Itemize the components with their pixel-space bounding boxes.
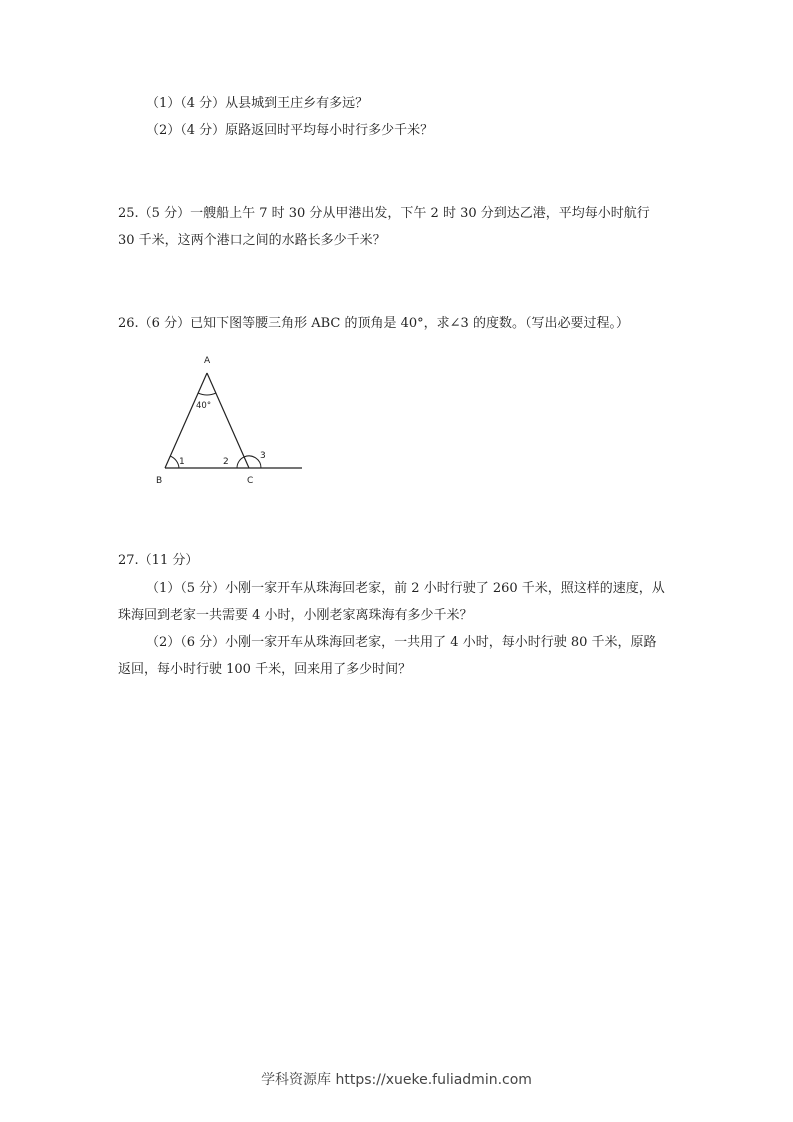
question-26-line-1: 26.（6 分）已知下图等腰三角形 ABC 的顶角是 40°，求∠3 的度数。（写出必要过程。） [118,316,629,331]
question-25-line-1: 25.（5 分）一艘船上午 7 时 30 分从甲港出发，下午 2 时 30 分到达乙港，平均每小时航行 [118,206,650,221]
isosceles-triangle-figure [150,352,310,488]
question-27-part-1-line-1: （1）（5 分）小刚一家开车从珠海回老家，前 2 小时行驶了 260 千米，照这样的速度，从 [146,581,665,596]
side-ac [207,373,249,468]
angle-3-label: 3 [260,451,266,461]
angle-2-arc [237,457,244,468]
vertex-b-label: B [156,476,163,486]
angle-1-label: 1 [179,457,185,467]
side-ab [165,373,207,468]
question-27-part-1-line-2: 珠海回到老家一共需要 4 小时，小刚老家离珠海有多少千米？ [118,608,473,623]
question-24-part-1: （1）（4 分）从县城到王庄乡有多远？ [146,96,369,111]
question-25-line-2: 30 千米，这两个港口之间的水路长多少千米？ [118,233,386,248]
vertex-a-label: A [204,356,211,366]
question-27-part-2-line-1: （2）（6 分）小刚一家开车从珠海回老家，一共用了 4 小时，每小时行驶 80 千米，原路 [146,635,657,650]
question-27-header: 27.（11 分） [118,553,199,568]
question-27-part-2-line-2: 返回，每小时行驶 100 千米，回来用了多少时间？ [118,662,412,677]
apex-angle-arc [198,393,216,395]
angle-2-label: 2 [223,457,229,467]
apex-angle-label: 40° [196,401,212,411]
footer-watermark: 学科资源库 https://xueke.fuliadmin.com [261,1072,532,1088]
vertex-c-label: C [247,476,254,486]
question-24-part-2: （2）（4 分）原路返回时平均每小时行多少千米？ [146,123,434,138]
angle-1-arc [170,456,179,468]
